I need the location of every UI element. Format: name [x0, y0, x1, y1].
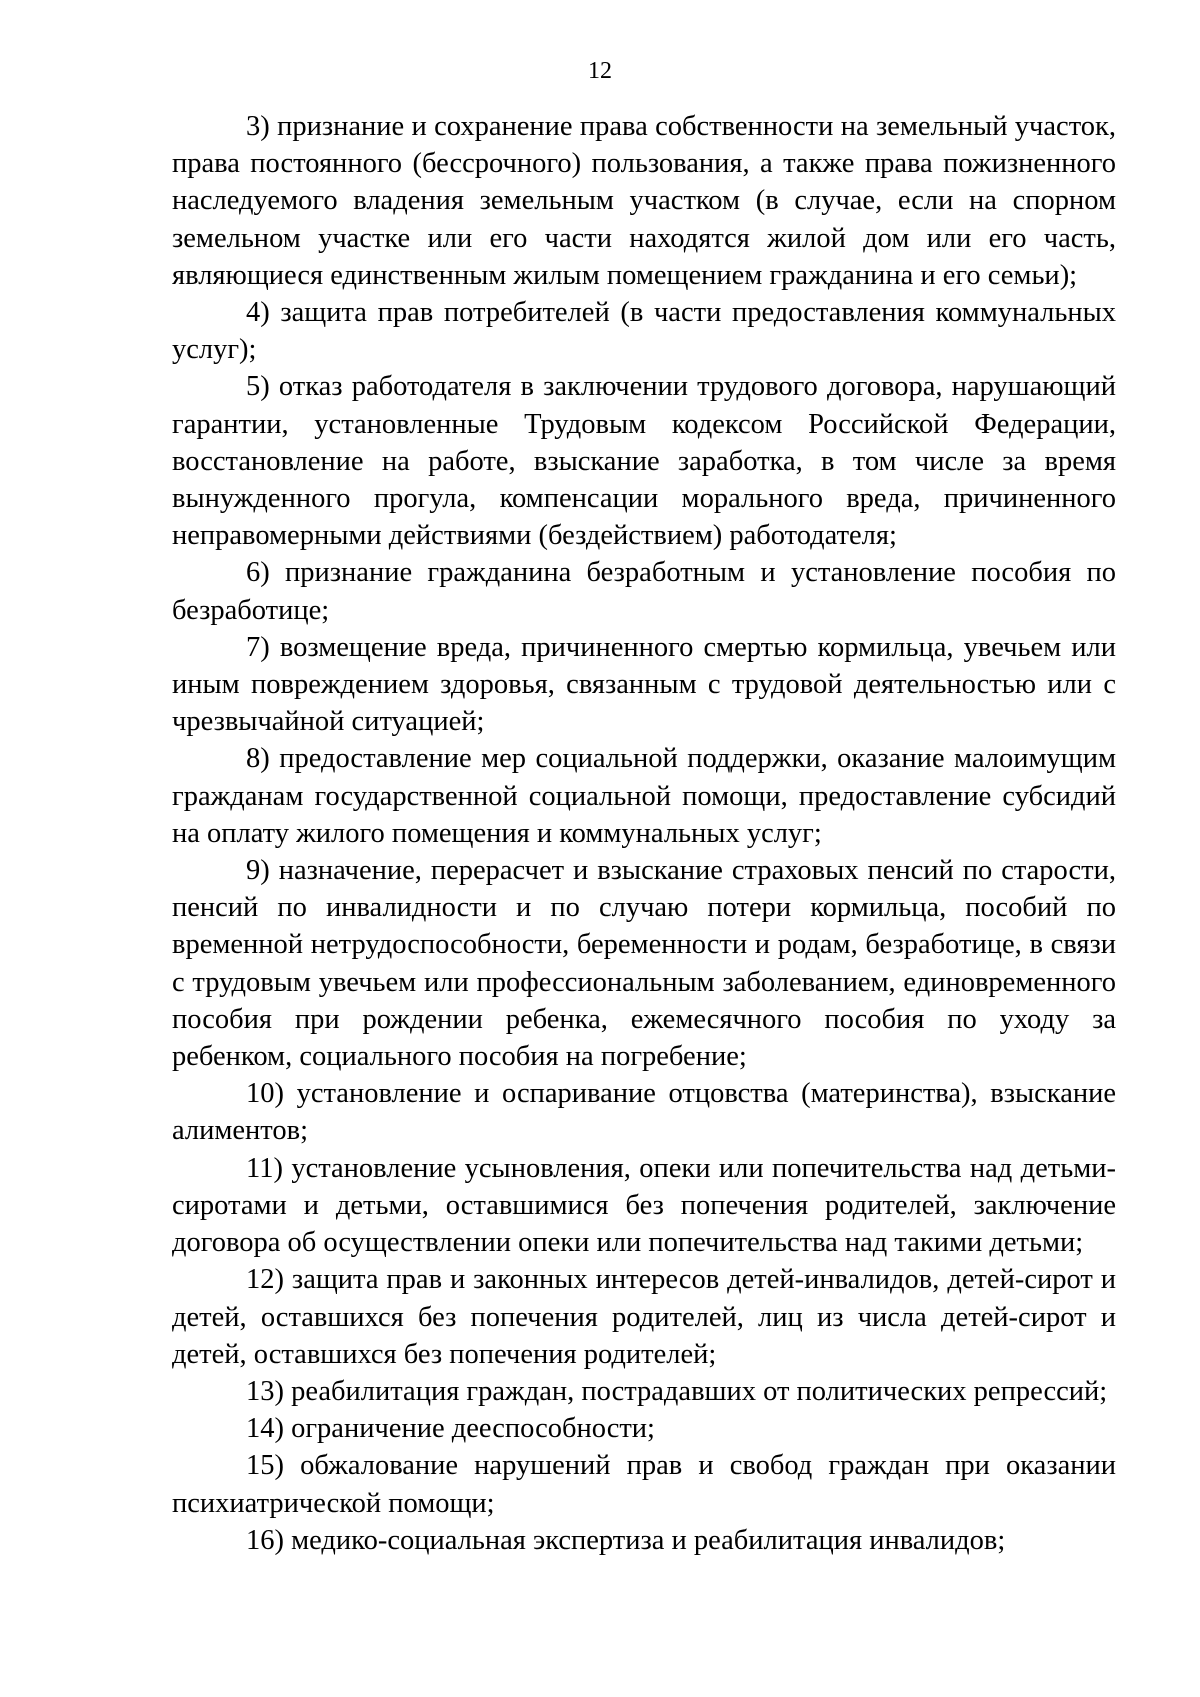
list-item-6: 6) признание гражданина безработным и установление пособия по безработице;	[172, 557, 1116, 626]
list-item-3: 3) признание и сохранение права собственности на земельный участок, права постоянного (бессрочного) пользования, а также права пожизненного наследуемого владения земельным участком (в случае, если на спорном земельном участке или его части находятся жилой дом или его часть, являющиеся единственным жилым помещением гражданина и его семьи);	[172, 111, 1116, 291]
list-item-14: 14) ограничение дееспособности;	[246, 1413, 655, 1445]
list-item-10: 10) установление и оспаривание отцовства (материнства), взыскание алиментов;	[172, 1078, 1116, 1147]
page-number: 12	[588, 58, 612, 84]
list-item-8: 8) предоставление мер социальной поддержки, оказание малоимущим гражданам государственной социальной помощи, предоставление субсидий на оплату жилого помещения и коммунальных услуг;	[172, 743, 1116, 849]
list-item-5: 5) отказ работодателя в заключении трудового договора, нарушающий гарантии, установленные Трудовым кодексом Российской Федерации, восстановление на работе, взыскание заработка, в том числе за время вынужденного прогула, компенсации морального вреда, причиненного неправомерными действиями (бездействием) работодателя;	[172, 371, 1116, 552]
list-item-13: 13) реабилитация граждан, пострадавших от политических репрессий;	[246, 1375, 1108, 1407]
list-item-16: 16) медико-социальная экспертиза и реабилитация инвалидов;	[246, 1524, 1006, 1556]
document-body	[172, 108, 1116, 1559]
list-item-11: 11) установление усыновления, опеки или попечительства над детьми-сиротами и детьми, оставшимися без попечения родителей, заключение договора об осуществлении опеки или попечительства над такими детьми;	[172, 1152, 1116, 1259]
list-item-4: 4) защита прав потребителей (в части предоставления коммунальных услуг);	[172, 297, 1116, 366]
list-item-9: 9) назначение, перерасчет и взыскание страховых пенсий по старости, пенсий по инвалидности и по случаю потери кормильца, пособий по временной нетрудоспособности, беременности и родам, безработице, в связи с трудовым увечьем или профессиональным заболеванием, единовременного пособия при рождении ребенка, ежемесячного пособия по уходу за ребенком, социального пособия на погребение;	[172, 855, 1116, 1073]
list-item-15: 15) обжалование нарушений прав и свобод граждан при оказании психиатрической помощи;	[172, 1450, 1116, 1519]
list-item-12: 12) защита прав и законных интересов детей-инвалидов, детей-сирот и детей, оставшихся без попечения родителей, лиц из числа детей-сирот и детей, оставшихся без попечения родителей;	[172, 1264, 1116, 1370]
list-item-7: 7) возмещение вреда, причиненного смертью кормильца, увечьем или иным повреждением здоровья, связанным с трудовой деятельностью или с чрезвычайной ситуацией;	[172, 631, 1116, 738]
